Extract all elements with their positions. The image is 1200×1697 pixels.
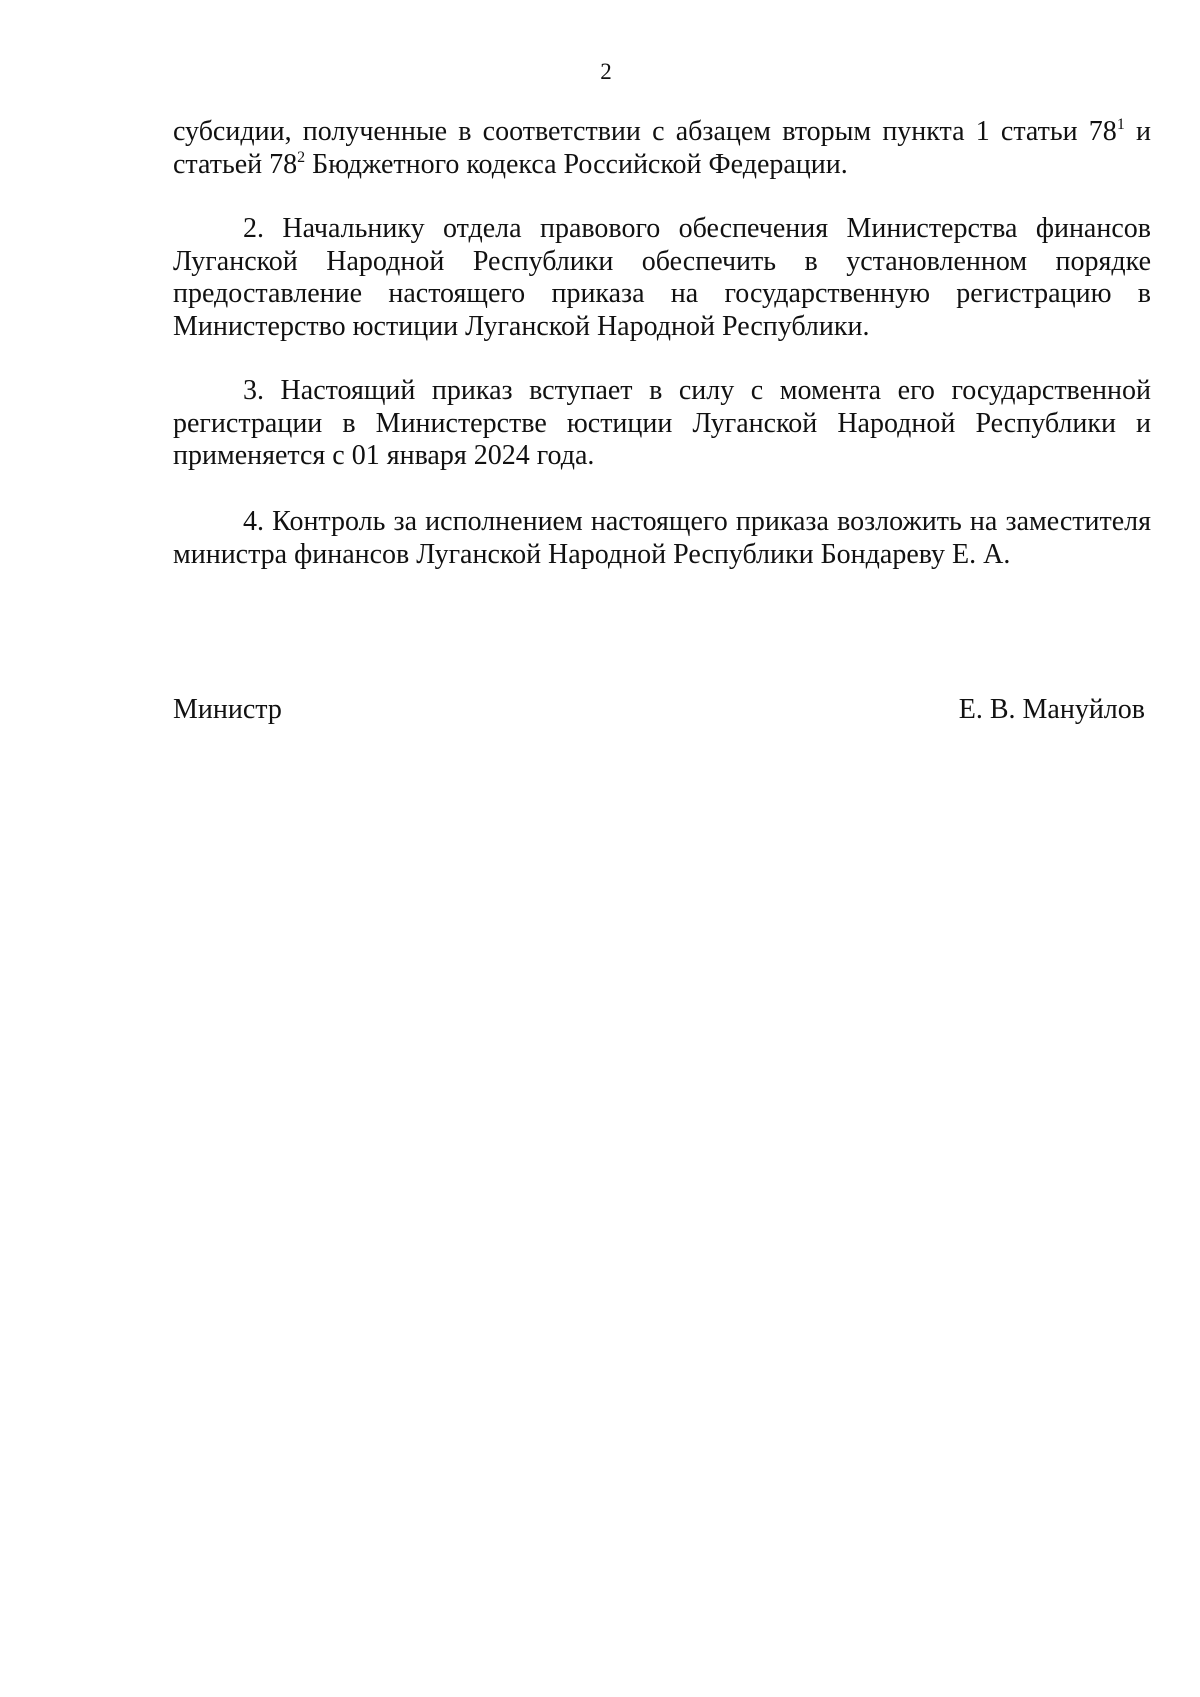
superscript-2: 2 [297, 148, 306, 166]
paragraph-subsidies [173, 116, 1151, 181]
paragraph-item-3: 3. Настоящий приказ вступает в силу с момента его государственной регистрации в Министерстве юстиции Луганской Народной Республики и применяется с 01 января 2024 года. [173, 375, 1151, 471]
page-number: 2 [600, 59, 612, 84]
signatory-position: Министр [173, 694, 282, 725]
paragraph-item-4: 4. Контроль за исполнением настоящего приказа возложить на заместителя министра финансов Луганской Народной Республики Бондареву Е. А. [173, 506, 1151, 570]
paragraph-subsidies-text-a: субсидии, полученные в соответствии с абзацем вторым пункта 1 статьи 78 [173, 116, 1117, 147]
paragraph-subsidies-text-c: Бюджетного кодекса Российской Федерации. [305, 148, 848, 180]
superscript-1: 1 [1116, 116, 1125, 133]
signatory-name: Е. В. Мануйлов [958, 694, 1145, 725]
paragraph-subsidies-text-b: и статьей 78 [173, 116, 1151, 180]
paragraph-item-2: 2. Начальнику отдела правового обеспечения Министерства финансов Луганской Народной Республики обеспечить в установленном порядке предоставление настоящего приказа на государственную регистрацию в Министерство юстиции Луганской Народной Республики. [173, 213, 1151, 342]
